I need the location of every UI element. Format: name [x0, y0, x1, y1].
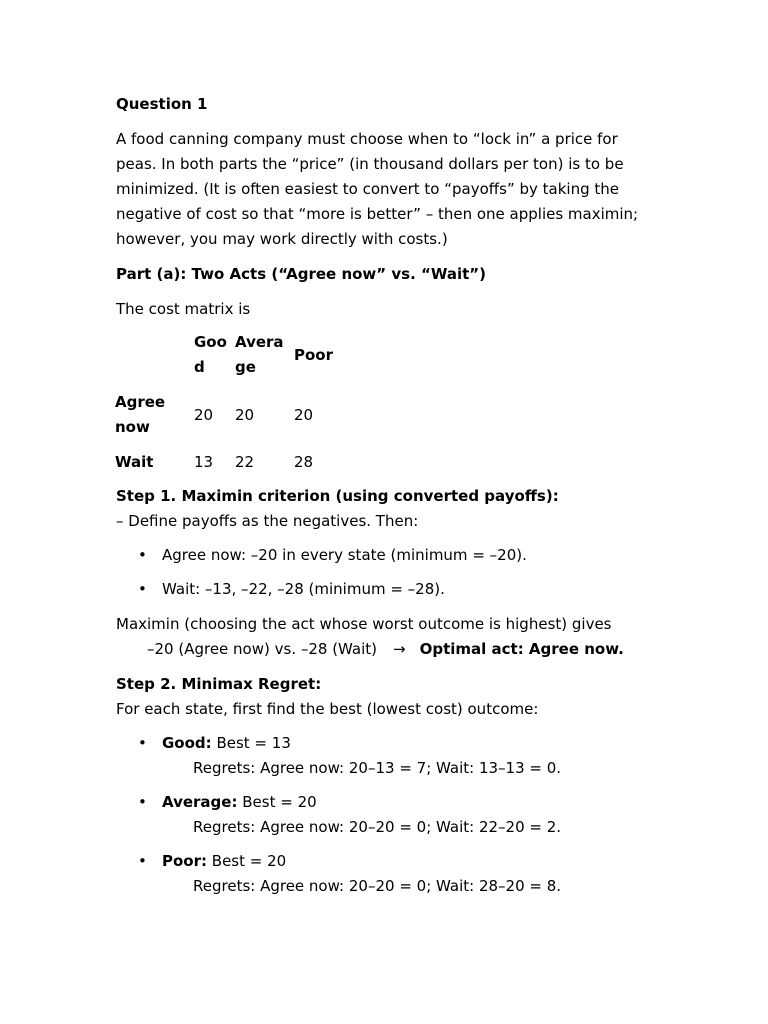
- list-item-text: Wait: –13, –22, –28 (minimum = –28).: [162, 580, 445, 598]
- question-title: Question 1: [116, 95, 208, 113]
- regret-values: Regrets: Agree now: 20–20 = 0; Wait: 22–20 = 2.: [193, 818, 562, 836]
- matrix-header-poor: Poor: [294, 345, 334, 364]
- maximin-comparison-line: [116, 637, 646, 662]
- regret-state-label: Average:: [162, 793, 238, 811]
- list-item: [116, 731, 646, 781]
- matrix-cell: 13: [194, 453, 214, 471]
- bullet-icon: •: [138, 734, 147, 752]
- list-item: [116, 849, 646, 899]
- matrix-header-good: Good: [194, 333, 227, 376]
- step2-heading: Step 2. Minimax Regret:: [116, 675, 322, 693]
- cost-matrix-intro: The cost matrix is: [116, 300, 251, 318]
- bullet-icon: •: [138, 852, 147, 870]
- matrix-row-agree-now: [115, 390, 334, 450]
- list-item-text: Agree now: –20 in every state (minimum = –20).: [162, 546, 527, 564]
- document-page: [116, 92, 646, 908]
- regret-values: Regrets: Agree now: 20–13 = 7; Wait: 13–13 = 0.: [193, 759, 562, 777]
- matrix-cell: 22: [235, 453, 255, 471]
- step1-bullet-list: [116, 543, 646, 602]
- matrix-row-label: Agree now: [115, 393, 166, 436]
- list-item: [116, 577, 646, 602]
- step1-heading: Step 1. Maximin criterion (using converted payoffs):: [116, 487, 559, 505]
- regret-state-label: Poor:: [162, 852, 207, 870]
- maximin-summary-line: Maximin (choosing the act whose worst outcome is highest) gives: [116, 615, 612, 633]
- cost-matrix-table: [115, 330, 334, 475]
- step2-lead: For each state, first find the best (lowest cost) outcome:: [116, 700, 539, 718]
- maximin-conclusion: Optimal act: Agree now.: [419, 640, 624, 658]
- regret-state-line: [162, 849, 646, 874]
- matrix-cell: 20: [194, 405, 214, 424]
- regret-best-value: Best = 20: [211, 852, 287, 870]
- matrix-header-average: Average: [235, 333, 284, 376]
- matrix-corner-cell: [115, 330, 194, 390]
- matrix-cell: 28: [294, 453, 314, 471]
- part-a-heading: Part (a): Two Acts (“Agree now” vs. “Wait”): [116, 265, 487, 283]
- matrix-cell: 20: [235, 405, 255, 424]
- matrix-header-row: [115, 330, 334, 390]
- list-item: [116, 543, 646, 568]
- matrix-row-label: Wait: [115, 453, 154, 471]
- regret-best-value: Best = 20: [242, 793, 317, 811]
- list-item: [116, 790, 646, 840]
- bullet-icon: •: [138, 546, 147, 564]
- right-arrow-icon: →: [393, 640, 406, 658]
- regret-state-line: [162, 790, 646, 815]
- maximin-summary: [116, 612, 646, 662]
- matrix-row-wait: [115, 450, 334, 475]
- step2-bullet-list: [116, 731, 646, 899]
- bullet-icon: •: [138, 580, 147, 598]
- matrix-cell: 20: [294, 405, 314, 424]
- maximin-comparison: –20 (Agree now) vs. –28 (Wait): [147, 640, 378, 658]
- regret-state-line: [162, 731, 646, 756]
- intro-paragraph: A food canning company must choose when to “lock in” a price for peas. In both parts the “price” (in thousand dollars per ton) is to be minimized. (It is often easiest to convert to “payoffs” by taking the negative of cost so that “more is better” – then one applies maximin; however, you may work directly with costs.): [116, 130, 639, 248]
- regret-state-label: Good:: [162, 734, 212, 752]
- regret-values: Regrets: Agree now: 20–20 = 0; Wait: 28–20 = 8.: [193, 877, 562, 895]
- bullet-icon: •: [138, 793, 147, 811]
- regret-best-value: Best = 13: [216, 734, 291, 752]
- step1-lead: – Define payoffs as the negatives. Then:: [116, 512, 419, 530]
